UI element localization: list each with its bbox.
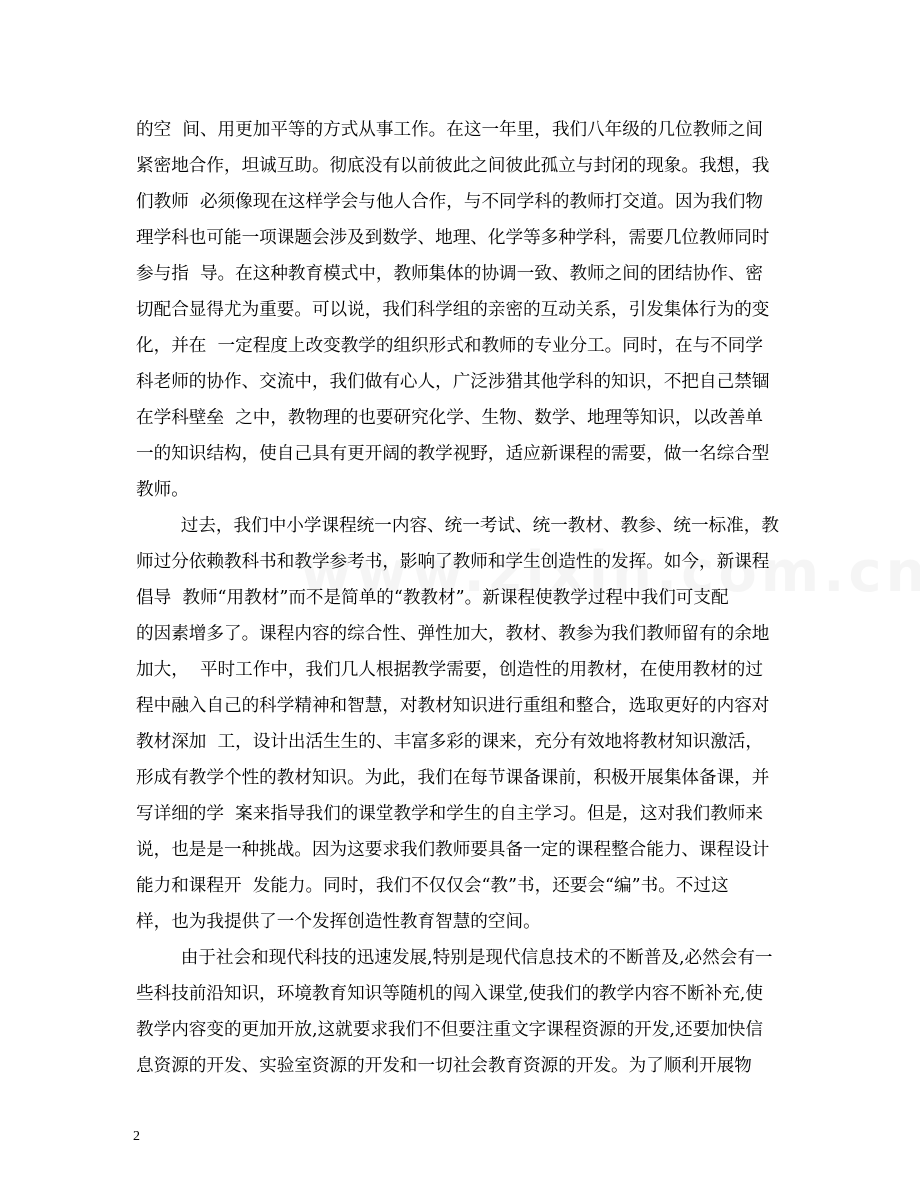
text-line: 教材深加 工，设计出活生生的、丰富多彩的课来，充分有效地将教材知识激活，	[136, 732, 763, 752]
text-line: 过去，我们中小学课程统一内容、统一考试、统一教材、教参、统一标准，教	[136, 516, 779, 536]
text-line: 参与指 导。在这种教育模式中，教师集体的协调一致、教师之间的团结协作、密	[136, 264, 763, 284]
text-line: 程中融入自己的科学精神和智慧，对教材知识进行重组和整合，选取更好的内容对	[136, 696, 770, 716]
text-line: 切配合显得尤为重要。可以说，我们科学组的亲密的互动关系，引发集体行为的变	[136, 300, 770, 320]
text-line: 样，也为我提供了一个发挥创造性教育智慧的空间。	[136, 912, 541, 932]
text-line: 科老师的协作、交流中，我们做有心人，广泛涉猎其他学科的知识，不把自己禁锢	[136, 372, 770, 392]
text-line: 说，也是是一种挑战。因为这要求我们教师要具备一定的课程整合能力、课程设计	[136, 840, 770, 860]
page-number: 2	[133, 1129, 140, 1144]
text-line: 的因素增多了。课程内容的综合性、弹性加大，教材、教参为我们教师留有的余地	[136, 624, 770, 644]
text-line: 写详细的学 案来指导我们的课堂教学和学生的自主学习。但是，这对我们教师来	[136, 804, 763, 824]
text-line: 些科技前沿知识，环境教育知识等随机的闯入课堂,使我们的教学内容不断补充,使	[136, 984, 763, 1004]
text-line: 紧密地合作，坦诚互助。彻底没有以前彼此之间彼此孤立与封闭的现象。我想，我	[136, 156, 770, 176]
text-line: 理学科也可能一项课题会涉及到数学、地理、化学等多种学科，需要几位教师同时	[136, 228, 770, 248]
text-line: 在学科壁垒 之中，教物理的也要研究化学、生物、数学、地理等知识，以改善单	[136, 408, 763, 428]
text-line: 化，并在 一定程度上改变教学的组织形式和教师的专业分工。同时，在与不同学	[136, 336, 763, 356]
text-line: 教师。	[136, 480, 189, 500]
text-line: 息资源的开发、实验室资源的开发和一切社会教育资源的开发。为了顺利开展物	[136, 1056, 752, 1076]
text-line: 一的知识结构，使自己具有更开阔的教学视野，适应新课程的需要，做一名综合型	[136, 444, 770, 464]
text-line: 的空 间、用更加平等的方式从事工作。在这一年里，我们八年级的几位教师之间	[136, 120, 763, 140]
text-line: 能力和课程开 发能力。同时，我们不仅仅会“教”书，还要会“编”书。不过这	[136, 876, 729, 896]
text-line: 们教师 必须像现在这样学会与他人合作，与不同学科的教师打交道。因为我们物	[136, 192, 763, 212]
body-text	[136, 112, 796, 1084]
text-line: 加大， 平时工作中，我们几人根据教学需要，创造性的用教材，在使用教材的过	[136, 660, 763, 680]
text-line: 由于社会和现代科技的迅速发展,特别是现代信息技术的不断普及,必然会有一	[136, 948, 773, 968]
text-line: 形成有教学个性的教材知识。为此，我们在每节课备课前，积极开展集体备课，并	[136, 768, 770, 788]
text-line: 倡导 教师“用教材”而不是简单的“教教材”。新课程使教学过程中我们可支配	[136, 588, 729, 608]
text-line: 师过分依赖教科书和教学参考书，影响了教师和学生创造性的发挥。如今，新课程	[136, 552, 770, 572]
text-line: 教学内容变的更加开放,这就要求我们不但要注重文字课程资源的开发,还要加快信	[136, 1020, 763, 1040]
